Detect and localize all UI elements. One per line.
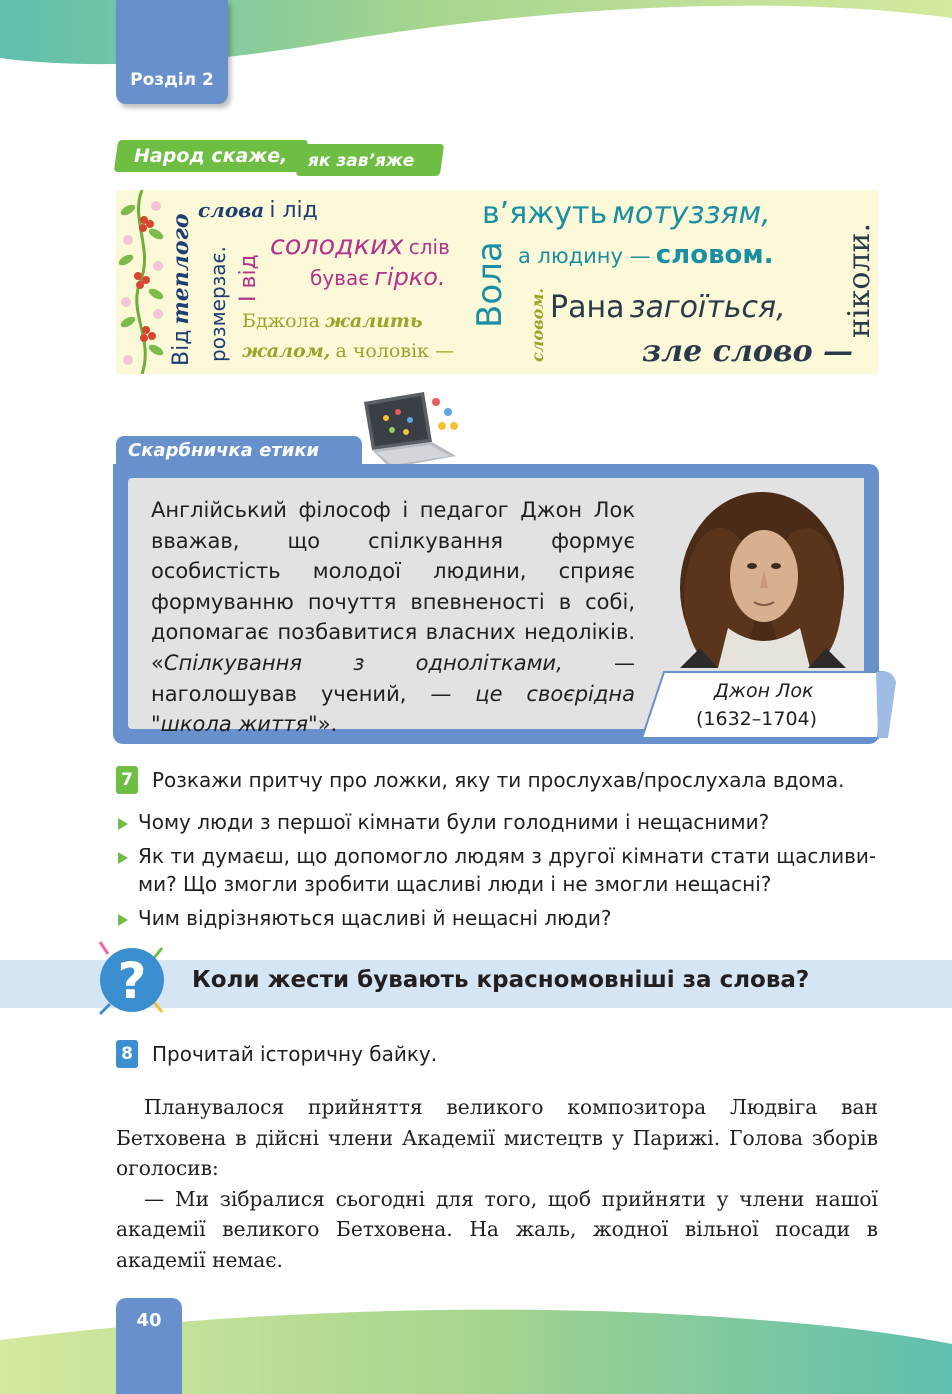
story-text xyxy=(116,1092,878,1275)
bullet-arrow-icon xyxy=(118,852,128,864)
bullet-arrow-icon xyxy=(118,914,128,926)
proverb-a-liudynu-slovom: а людину — словом. xyxy=(518,240,774,270)
task8-text: Прочитай історичну байку. xyxy=(152,1042,438,1066)
page-number-tab xyxy=(116,1298,182,1394)
proverb-vertical-nikoly: ніколи. xyxy=(842,223,877,338)
proverb-rana-zahoitsia: Рана загоїться, xyxy=(550,290,786,325)
caption-name: Джон Лок xyxy=(714,680,814,702)
question-mark-icon xyxy=(92,940,172,1020)
proverb-viazhut-motuzziam: в’яжуть мотуззям, xyxy=(482,196,771,231)
proverb-zhalom-a-cholovik: жалом, а чоловік — xyxy=(242,340,455,362)
proverb-buvaie-hirko: буває гірко. xyxy=(310,263,446,291)
story-paragraph: Планувалося прийняття великого композитора Людвіга ван Бетховена в дійсні члени Академії мистецтв у Парижі. Голова зборів оголосив: xyxy=(116,1095,878,1180)
proverb-vertical-slovom: словом. xyxy=(528,287,547,362)
task-number-badge: 8 xyxy=(116,1040,138,1068)
bullet-arrow-icon xyxy=(118,818,128,830)
task7-bullet: Чому люди з першої кімнати були голодними і нещасними? xyxy=(138,810,770,834)
proverb-bdzhola-zhalyt: Бджола жалить xyxy=(242,310,423,332)
ethics-title: Скарбничка етики xyxy=(128,440,320,461)
caption-years: (1632–1704) xyxy=(696,708,818,730)
proverb-vertical-vola: Вола xyxy=(470,241,510,328)
proverbs-title xyxy=(116,138,442,176)
proverb-vertical-i-vid: І від xyxy=(236,254,261,302)
task7-bullet: Чим відрізняються щасливі й нещасні люди? xyxy=(138,906,612,930)
story-paragraph: — Ми зібралися сьогодні для того, щоб прийняти у члени нашої академії великого Бетховена. На жаль, жодної вільної посади в академії немає. xyxy=(116,1186,878,1272)
laptop-icon xyxy=(358,390,468,470)
floral-ornament-icon xyxy=(116,190,168,374)
task7-bullet: Як ти думаєш, що допомогло людям з другої кімнати стати щасливи- xyxy=(138,844,877,868)
portrait-caption xyxy=(640,668,896,742)
svg-text:?: ? xyxy=(117,952,147,1010)
proverb-solodkykh-sliv: солодких слів xyxy=(270,230,450,261)
section-tab xyxy=(116,0,228,104)
question-text: Коли жести бувають красномовніші за слова? xyxy=(192,967,810,993)
proverb-vertical-vid-teploho: Від теплого xyxy=(168,213,194,366)
task7-bullet-continued: ми? Що змогли зробити щасливі люди і не змогли нещасні? xyxy=(138,872,772,896)
task-number-badge: 7 xyxy=(116,766,138,794)
task7-text: Розкажи притчу про ложки, яку ти прослухав/прослухала вдома. xyxy=(152,768,845,792)
ethics-title-tab xyxy=(116,436,362,466)
proverb-slova-i-lid: слова і лід xyxy=(198,198,318,223)
john-locke-portrait xyxy=(660,478,864,668)
proverbs-title-part1: Народ скаже, xyxy=(134,145,288,167)
proverb-zle-slovo: зле слово — xyxy=(642,334,854,369)
page-number: 40 xyxy=(136,1310,162,1331)
section-label: Розділ 2 xyxy=(130,70,214,90)
ethics-text: Англійський філософ і педагог Джон Лок вважав, що спілкування формує особистість молодої людини, сприяє формуванню почуття впевненості в собі, допомагає позбавитися власних недоліків. «Спілкування з однолітками, — наголошував учений, — це своєрідна "школа життя"». xyxy=(151,498,636,737)
proverb-vertical-rozmerzaie: розмерзає. xyxy=(206,246,230,362)
proverbs-title-part2: як зав’яже xyxy=(308,151,415,171)
